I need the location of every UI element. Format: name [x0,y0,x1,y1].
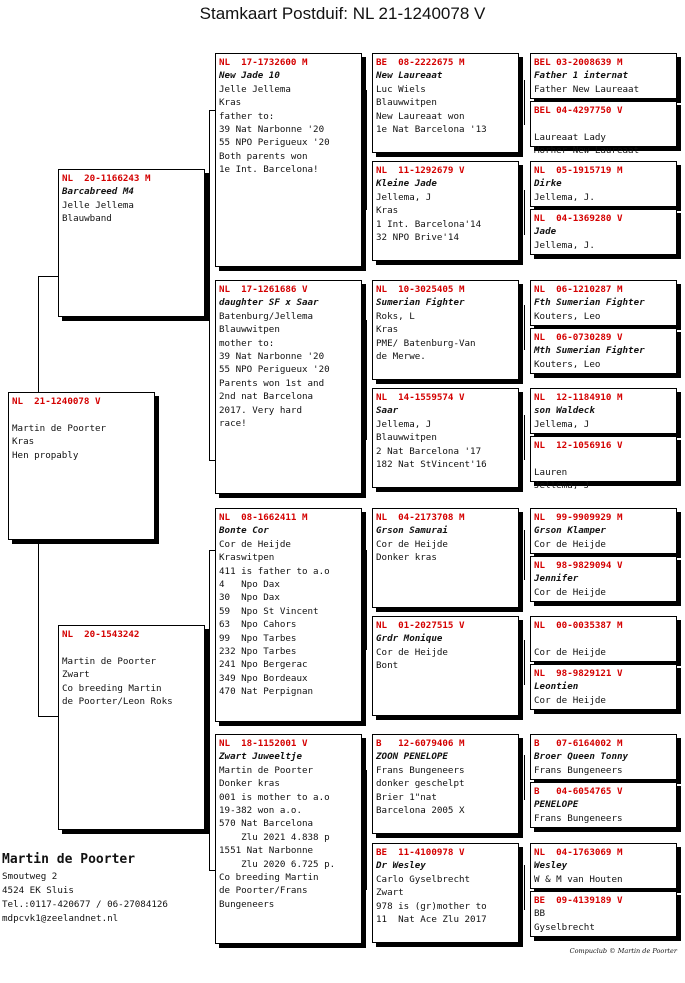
info-line: Co breeding Martin [62,682,162,694]
footer-credit: Compuclub © Martin de Poorter [569,947,677,955]
pedigree-box-gen2 [215,734,362,944]
info-line: 39 Nat Narbonne '20 [219,351,325,363]
info-line: 2017. Very hard [219,404,302,416]
connector-line [524,80,525,125]
connector-line [38,276,60,277]
pedigree-box-gen3 [372,843,519,943]
ring-number: BEL 03-2008639 M [534,57,623,68]
info-line: Martin de Poorter [219,764,314,776]
info-line: Frans Bungeneers [376,764,465,776]
info-line: 4 Npo Dax [219,579,280,591]
info-line: 570 Nat Barcelona [219,818,314,830]
info-line: Jellema, J. [534,191,595,203]
info-line: 59 Npo St Vincent [219,605,319,617]
pedigree-box-gen3 [372,388,519,488]
info-line: Co breeding Martin [219,872,319,884]
connector-line [524,530,525,580]
pedigree-box-gen3 [372,734,519,834]
pigeon-name: Bonte Cor [219,525,269,537]
info-line: 241 Npo Bergerac [219,659,308,671]
info-line: Jelle Jellema [62,199,134,211]
info-line: mother to: [219,337,275,349]
info-line: Zlu 2021 4.838 p [219,831,330,843]
pedigree-box-gen4 [530,161,677,207]
info-line: 2 Nat Barcelona '17 [376,445,482,457]
info-line: 1e Int. Barcelona! [219,164,319,176]
info-line: Carlo Gyselbrecht [376,873,471,885]
info-line: Bungeneers [219,898,275,910]
owner-name: Martin de Poorter [2,852,136,867]
pedigree-box-gen4 [530,388,677,434]
pigeon-name: Leontien [534,681,579,693]
info-line: Martin de Poorter [62,655,157,667]
info-line: Jellema, J [376,191,432,203]
pedigree-box-gen2 [215,508,362,722]
ring-number: NL 21-1240078 V [12,396,101,407]
pedigree-box-dam [58,625,205,830]
info-line: Jellema, J [376,418,432,430]
info-line: Bont [376,660,399,672]
info-line: 55 NPO Perigueux '20 [219,137,330,149]
info-line: Lauren [534,466,568,478]
info-line: Parents won 1st and [219,377,325,389]
info-line: Cor de Heijde [376,646,448,658]
ring-number: NL 98-9829094 V [534,560,623,571]
info-line: Kras [12,436,35,448]
ring-number: B 12-6079406 M [376,738,465,749]
pigeon-name: Grdr Monique [376,633,443,645]
ring-number: NL 18-1152001 V [219,738,308,749]
page-title: Stamkaart Postduif: NL 21-1240078 V [199,4,486,23]
info-line: donker geschelpt [376,778,465,790]
info-line: Kras [219,97,242,109]
connector-line [524,190,525,235]
info-line: 63 Npo Cahors [219,619,297,631]
blank-line [62,641,201,654]
ring-number: NL 06-1210287 M [534,284,623,295]
pigeon-name: Sumerian Fighter [376,297,465,309]
pedigree-box-gen3 [372,280,519,380]
connector-line [524,755,525,800]
pigeon-name: Jennifer [534,573,579,585]
info-line: Jellema, J. [534,239,595,251]
pigeon-name: Grson Samurai [376,525,448,537]
pigeon-name: Grson Klamper [534,525,606,537]
pigeon-name: Dirke [534,178,562,190]
info-line: Luc Wiels [376,83,426,95]
info-line: PME/ Batenburg-Van [376,337,476,349]
ring-number: NL 08-1662411 M [219,512,308,523]
connector-line [366,90,367,210]
info-line: 30 Npo Dax [219,592,280,604]
connector-line [209,550,210,870]
info-line: Father New Laureaat [534,83,640,95]
pedigree-box-gen4 [530,843,677,889]
info-line: 411 is father to a.o [219,565,330,577]
pigeon-name: Jade [534,226,557,238]
ring-number: NL 04-1763069 M [534,847,623,858]
pedigree-box-gen4 [530,101,677,157]
info-line: Cor de Heijde [219,538,291,550]
info-line: Gyselbrecht [534,921,595,933]
info-line: Morher New Laureaat [534,145,640,157]
pedigree-box-sire [58,169,205,317]
info-line: Batenburg/Jellema [219,310,314,322]
info-line: Cor de Heijde [534,586,606,598]
info-line: Martin de Poorter [12,422,107,434]
connector-line [524,415,525,460]
info-line: 2nd nat Barcelona [219,391,314,403]
blank-line [534,632,673,645]
info-line: Blauwwitpen [376,97,437,109]
pigeon-name: New Jade 10 [219,70,280,82]
connector-line [524,640,525,685]
owner-phone: Tel.:0117-420677 / 06-27084126 [2,899,168,910]
info-line: Kras [376,324,399,336]
pigeon-name: Fth Sumerian Fighter [534,297,645,309]
pedigree-box-gen4 [530,782,677,828]
ring-number: NL 04-1369280 V [534,213,623,224]
info-line: 1 Int. Barcelona'14 [376,218,482,230]
pedigree-box-gen4 [530,734,677,780]
info-line: de Poorter/Frans [219,885,308,897]
info-line: 11 Nat Ace Zlu 2017 [376,914,487,926]
ring-number: BEL 04-4297750 V [534,105,623,116]
pigeon-name: ZOON PENELOPE [376,751,448,763]
info-line: 1e Nat Barcelona '13 [376,124,487,136]
info-line: Kouters, Leo [534,310,601,322]
pedigree-box-gen4 [530,209,677,255]
info-line: Blauwwitpen [219,324,280,336]
ring-number: NL 11-1292679 V [376,165,465,176]
owner-info [2,853,168,926]
ring-number: B 04-6054765 V [534,786,623,797]
connector-line [524,865,525,910]
connector-line [366,320,367,440]
ring-number: NL 04-2173708 M [376,512,465,523]
ring-number: NL 10-3025405 M [376,284,465,295]
info-line: 39 Nat Narbonne '20 [219,124,325,136]
info-line: Jellema, J [534,480,590,492]
pigeon-name: Barcabreed M4 [62,186,134,198]
ring-number: NL 20-1543242 [62,629,140,640]
info-line: Zwart [376,887,404,899]
pedigree-box-gen2 [215,280,362,494]
owner-email: mdpcvk1@zeelandnet.nl [2,913,119,924]
info-line: race! [219,418,247,430]
ring-number: NL 12-1184910 M [534,392,623,403]
info-line: Cor de Heijde [376,538,448,550]
info-line: Blauwwitpen [376,432,437,444]
info-line: Cor de Heijde [534,538,606,550]
pigeon-name: New Laureaat [376,70,443,82]
info-line: 19-382 won a.o. [219,805,302,817]
pigeon-name: Broer Queen Tonny [534,751,629,763]
info-line: Barcelona 2005 X [376,805,465,817]
info-line: Zwart [62,669,90,681]
pigeon-name: son Waldeck [534,405,595,417]
info-line: Both parents won [219,150,308,162]
info-line: 001 is mother to a.o [219,791,330,803]
pigeon-name: Father 1 internat [534,70,629,82]
info-line: de Merwe. [376,351,426,363]
blank-line [534,452,673,465]
ring-number: BE 11-4100978 V [376,847,465,858]
pedigree-box-gen3 [372,161,519,261]
info-line: Blauwband [62,213,112,225]
info-line: W & M van Houten [534,873,623,885]
ring-number: BE 09-4139189 V [534,895,623,906]
ring-number: NL 99-9909929 M [534,512,623,523]
ring-number: NL 17-1732600 M [219,57,308,68]
info-line: Jellema, J [534,418,590,430]
connector-line [209,110,210,460]
info-line: 470 Nat Perpignan [219,686,314,698]
pedigree-box-gen4 [530,53,677,99]
ring-number: NL 05-1915719 M [534,165,623,176]
info-line: Kraswitpen [219,552,275,564]
pedigree-box-gen4 [530,664,677,710]
info-line: father to: [219,110,275,122]
pigeon-name: Dr Wesley [376,860,426,872]
info-line: Hen propably [12,449,79,461]
info-line: Kouters, Leo [534,358,601,370]
connector-line [524,305,525,350]
blank-line [534,117,673,130]
info-line: Cor de Heijde [534,694,606,706]
pedigree-box-gen3 [372,508,519,608]
pigeon-name: Zwart Juweeltje [219,751,302,763]
info-line: Cor de Heijde [534,646,606,658]
pigeon-name: Saar [376,405,399,417]
ring-number: B 07-6164002 M [534,738,623,749]
pigeon-name: Kleine Jade [376,178,437,190]
pedigree-box-gen4 [530,508,677,554]
info-line: de Poorter/Leon Roks [62,696,173,708]
ring-number: NL 00-0035387 M [534,620,623,631]
pedigree-box-gen3 [372,616,519,716]
info-line: 99 Npo Tarbes [219,632,297,644]
info-line: 182 Nat StVincent'16 [376,459,487,471]
pigeon-name: PENELOPE [534,799,579,811]
info-line: Frans Bungeneers [534,764,623,776]
owner-street: Smoutweg 2 [2,871,58,882]
pedigree-box-gen4 [530,280,677,326]
info-line: Brier 1"nat [376,791,437,803]
info-line: Kras [376,205,399,217]
info-line: Zlu 2020 6.725 p. [219,858,336,870]
info-line: 978 is (gr)mother to [376,900,487,912]
info-line: 1551 Nat Narbonne [219,845,314,857]
connector-line [38,716,60,717]
pedigree-box-subject [8,392,155,540]
ring-number: NL 20-1166243 M [62,173,151,184]
ring-number: NL 14-1559574 V [376,392,465,403]
ring-number: NL 17-1261686 V [219,284,308,295]
pedigree-box-gen2 [215,53,362,267]
ring-number: BE 08-2222675 M [376,57,465,68]
pedigree-box-gen3 [372,53,519,153]
info-line: New Laureaat won [376,110,465,122]
info-line: Jelle Jellema [219,83,291,95]
info-line: Donker kras [376,552,437,564]
info-line: Donker kras [219,778,280,790]
info-line: Laureaat Lady [534,131,606,143]
pigeon-name: Wesley [534,860,568,872]
info-line: 232 Npo Tarbes [219,646,297,658]
info-line: 32 NPO Brive'14 [376,232,459,244]
pigeon-name: Mth Sumerian Fighter [534,345,645,357]
ring-number: NL 01-2027515 V [376,620,465,631]
ring-number: NL 06-0730289 V [534,332,623,343]
info-line: 55 NPO Perigueux '20 [219,364,330,376]
info-line: BB [534,908,546,920]
owner-city: 4524 EK Sluis [2,885,74,896]
connector-line [366,550,367,650]
pedigree-box-gen4 [530,556,677,602]
info-line: Frans Bungeneers [534,812,623,824]
info-line: Roks, L [376,310,415,322]
connector-line [366,770,367,890]
ring-number: NL 98-9829121 V [534,668,623,679]
pedigree-box-gen4 [530,436,677,492]
pedigree-box-gen4 [530,616,677,662]
ring-number: NL 12-1056916 V [534,440,623,451]
pedigree-box-gen4 [530,891,677,937]
info-line: 349 Npo Bordeaux [219,672,308,684]
pigeon-name: daughter SF x Saar [219,297,319,309]
pedigree-box-gen4 [530,328,677,374]
blank-line [12,408,151,421]
